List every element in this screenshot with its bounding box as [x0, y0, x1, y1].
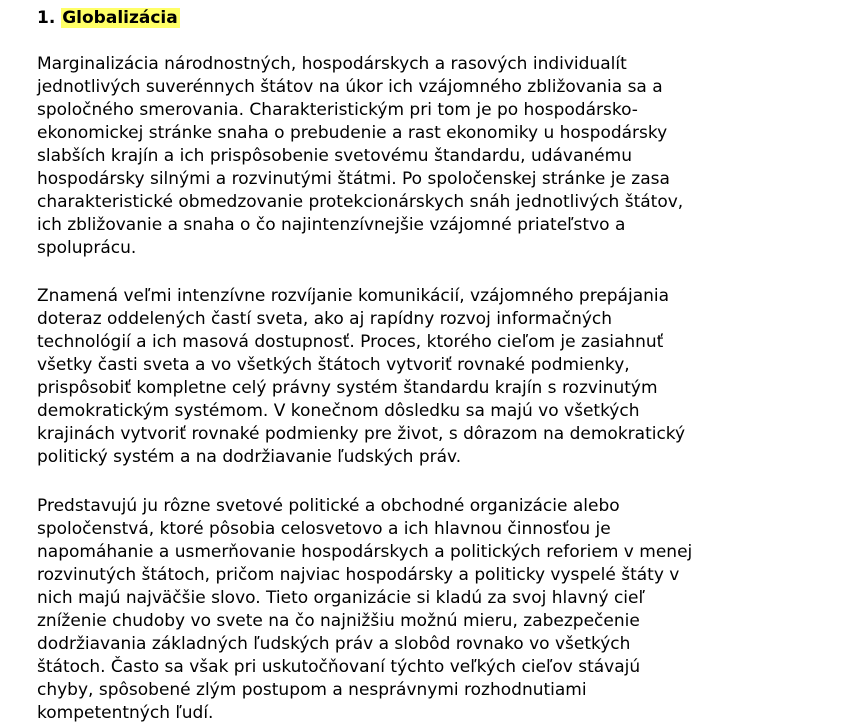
text-line: technológií a ich masová dostupnosť. Proces, ktorého cieľom je zasiahnuť	[37, 332, 664, 352]
text-line: slabších krajín a ich prispôsobenie svetovému štandardu, udávanému	[37, 146, 632, 166]
text-line: Znamená veľmi intenzívne rozvíjanie komunikácií, vzájomného prepájania	[37, 286, 670, 306]
text-line: jednotlivých suverénnych štátov na úkor ich vzájomného zbližovania sa a	[37, 77, 663, 97]
text-line: všetky časti sveta a vo všetkých štátoch vytvoriť rovnaké podmienky,	[37, 355, 630, 375]
text-line: doteraz oddelených častí sveta, ako aj rapídny rozvoj informačných	[37, 309, 613, 329]
text-line: Marginalizácia národnostných, hospodárskych a rasových individualít	[37, 54, 627, 74]
paragraph-2	[37, 285, 685, 469]
section-heading	[37, 0, 837, 30]
text-line: ekonomickej stránke snaha o prebudenie a rast ekonomiky u hospodársky	[37, 123, 668, 143]
section-number: 1.	[37, 8, 56, 28]
text-line: spoluprácu.	[37, 238, 137, 258]
text-line: kompetentných ľudí.	[37, 703, 214, 723]
text-line: chyby, spôsobené zlým postupom a nesprávnymi rozhodnutiami	[37, 680, 587, 700]
text-line: prispôsobiť kompletne celý právny systém štandardu krajín s rozvinutým	[37, 378, 658, 398]
text-line: krajinách vytvoriť rovnaké podmienky pre život, s dôrazom na demokratický	[37, 424, 686, 444]
text-line: napomáhanie a usmerňovanie hospodárskych a politických reforiem v menej	[37, 542, 693, 562]
text-line: demokratickým systémom. V konečnom dôsledku sa majú vo všetkých	[37, 401, 640, 421]
text-line: spoločného smerovania. Charakteristickým pri tom je po hospodársko-	[37, 100, 638, 120]
text-line: charakteristické obmedzovanie protekcionárskych snáh jednotlivých štátov,	[37, 192, 684, 212]
paragraph-1	[37, 53, 683, 260]
text-line: ich zbližovanie a snaha o čo najintenzívnejšie vzájomné priateľstvo a	[37, 215, 626, 235]
text-line: hospodársky silnými a rozvinutými štátmi. Po spoločenskej stránke je zasa	[37, 169, 670, 189]
text-line: spoločenstvá, ktoré pôsobia celosvetovo a ich hlavnou činnosťou je	[37, 519, 611, 539]
document-page	[37, 0, 837, 723]
section-title-highlighted: Globalizácia	[62, 8, 178, 28]
text-line: štátoch. Často sa však pri uskutočňovaní týchto veľkých cieľov stávajú	[37, 657, 641, 677]
text-line: rozvinutých štátoch, pričom najviac hospodársky a politicky vyspelé štáty v	[37, 565, 680, 585]
paragraph-3	[37, 495, 692, 725]
text-line: nich majú najväčšie slovo. Tieto organizácie si kladú za svoj hlavný cieľ	[37, 588, 645, 608]
text-line: dodržiavania základných ľudských práv a slobôd rovnako vo všetkých	[37, 634, 631, 654]
text-line: zníženie chudoby vo svete na čo najnižšiu možnú mieru, zabezpečenie	[37, 611, 640, 631]
text-line: politický systém a na dodržiavanie ľudských práv.	[37, 447, 462, 467]
text-line: Predstavujú ju rôzne svetové politické a obchodné organizácie alebo	[37, 496, 620, 516]
